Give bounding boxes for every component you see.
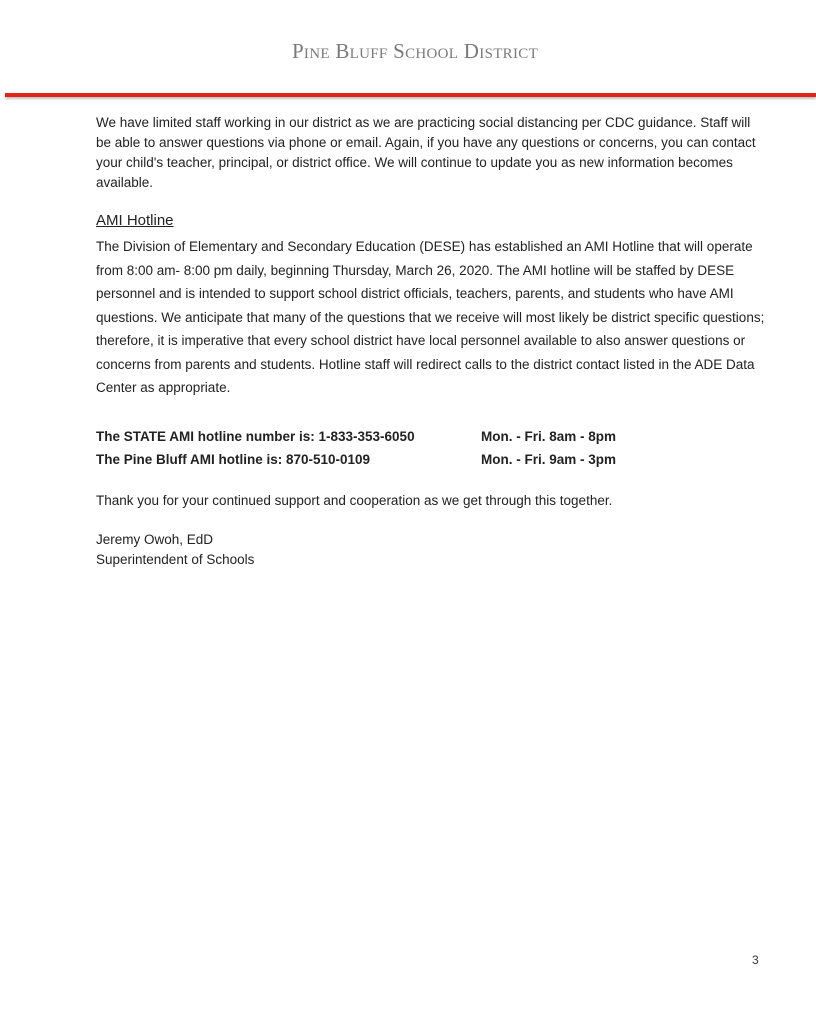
signer-name: Jeremy Owoh, EdD: [96, 531, 214, 547]
state-hotline-row: [96, 425, 766, 448]
district-header-title: Pine Bluff School District: [291, 39, 539, 63]
district-hotline-hours: Mon. - Fri. 9am - 3pm: [481, 451, 617, 467]
district-hotline-row: [96, 448, 766, 471]
header-divider: [5, 93, 816, 97]
thank-you-paragraph: Thank you for your continued support and cooperation as we get through this together.: [96, 492, 613, 508]
page-number: 3: [752, 953, 759, 967]
district-hotline-number: The Pine Bluff AMI hotline is: 870-510-0109: [96, 451, 371, 467]
ami-hotline-heading: AMI Hotline: [96, 212, 174, 229]
state-hotline-number: The STATE AMI hotline number is: 1-833-353-6050: [96, 428, 415, 444]
ami-hotline-paragraph: The Division of Elementary and Secondary Education (DESE) has established an AMI Hotline that will operate from 8:00 am- 8:00 pm daily, beginning Thursday, March 26, 2020. The AMI hotline will be staffed by DESE personnel and is intended to support school district officials, teachers, parents, and students who have AMI questions. We anticipate that many of the questions that we receive will most likely be district specific questions; therefore, it is imperative that every school district have local personnel available to also answer questions or concerns from parents and students. Hotline staff will redirect calls to the district contact listed in the ADE Data Center as appropriate.: [96, 239, 765, 395]
signer-title: Superintendent of Schools: [96, 551, 255, 567]
hotline-list: [96, 425, 766, 471]
state-hotline-hours: Mon. - Fri. 8am - 8pm: [481, 428, 617, 444]
signature-block: [96, 530, 766, 570]
intro-paragraph: We have limited staff working in our district as we are practicing social distancing per CDC guidance. Staff will be able to answer questions via phone or email. Again, if you have any questions or concerns, you can contact your child's teacher, principal, or district office. We will continue to update you as new information becomes available.: [96, 115, 756, 190]
letter-body: [96, 113, 766, 570]
